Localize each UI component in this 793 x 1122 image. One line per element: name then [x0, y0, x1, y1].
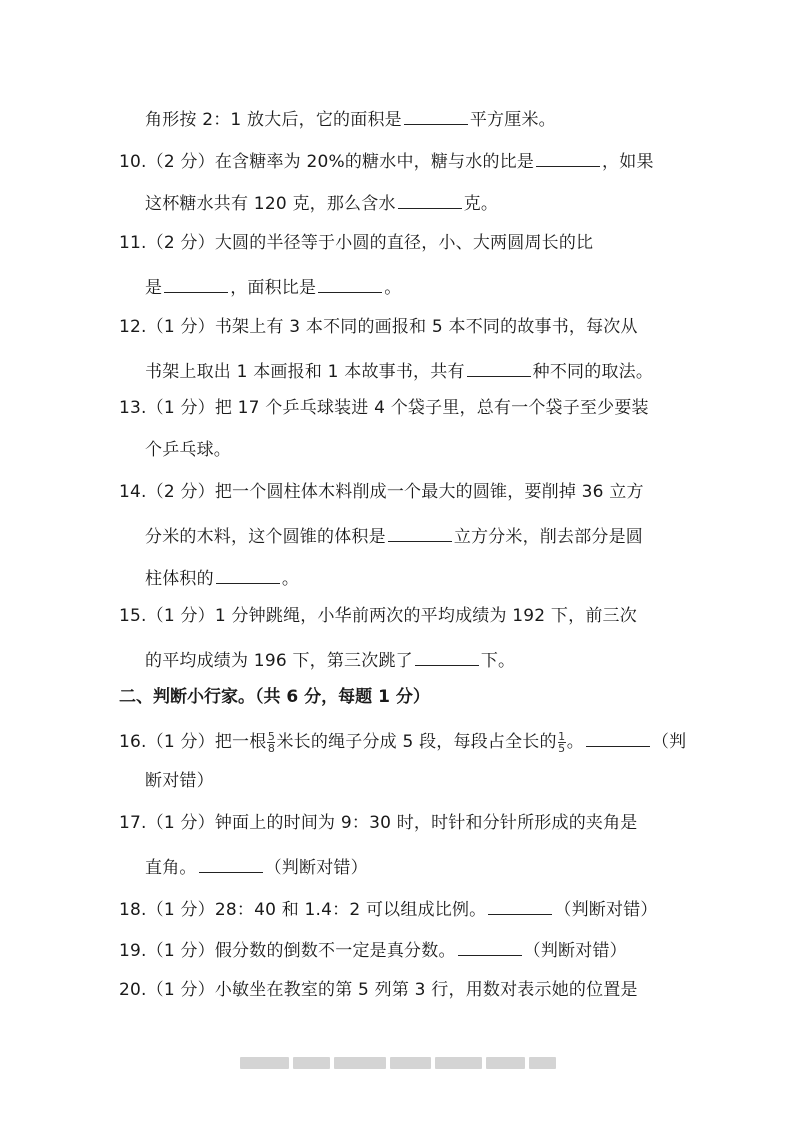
question-17-line-2: 直角。 （判断对错）: [145, 854, 368, 879]
blurred-footer: [240, 1056, 556, 1070]
answer-blank[interactable]: [536, 148, 600, 167]
question-19: 19.（1 分）假分数的倒数不一定是真分数。 （判断对错）: [119, 937, 627, 962]
section-title: 二、判断小行家。（共 6 分，每题 1 分）: [119, 687, 430, 707]
question-14-line-1: 14.（2 分）把一个圆柱体木料削成一个最大的圆锥，要削掉 36 立方: [119, 482, 644, 502]
question-11-line-1: 11.（2 分）大圆的半径等于小圆的直径，小、大两圆周长的比: [119, 233, 594, 253]
question-20-line-1: 20.（1 分）小敏坐在教室的第 5 列第 3 行，用数对表示她的位置是: [119, 980, 638, 1000]
answer-blank[interactable]: [458, 937, 522, 956]
answer-blank[interactable]: [586, 728, 650, 747]
answer-blank[interactable]: [318, 274, 382, 293]
answer-blank[interactable]: [488, 896, 552, 915]
question-15-line-2: 的平均成绩为 196 下，第三次跳了 下。: [145, 647, 515, 672]
answer-blank[interactable]: [415, 647, 479, 666]
answer-blank[interactable]: [467, 358, 531, 377]
fraction-five-eighths: $\frac{5}{8}$: [267, 729, 276, 755]
answer-blank[interactable]: [388, 523, 452, 542]
answer-blank[interactable]: [199, 854, 263, 873]
question-16-line-2: 断对错）: [145, 771, 214, 791]
question-17-line-1: 17.（1 分）钟面上的时间为 9：30 时，时针和分针所形成的夹角是: [119, 813, 638, 833]
question-15-line-1: 15.（1 分）1 分钟跳绳，小华前两次的平均成绩为 192 下，前三次: [119, 606, 637, 626]
question-13-line-2: 个乒乓球。: [145, 440, 231, 460]
question-16-line-1: 16.（1 分）把一根 $\frac{5}{8}$ 米长的绳子分成 5 段，每段占全长的 $\frac{1}{5}$ 。 （判: [119, 729, 687, 755]
question-11-line-2: 是 ，面积比是 。: [145, 274, 401, 299]
question-10-line-1: 10.（2 分）在含糖率为 20%的糖水中，糖与水的比是 ，如果: [119, 148, 654, 173]
question-10-line-2: 这杯糖水共有 120 克，那么含水 克。: [145, 190, 498, 215]
answer-blank[interactable]: [164, 274, 228, 293]
question-14-line-2: 分米的木料，这个圆锥的体积是 立方分米，削去部分是圆: [145, 523, 643, 548]
question-18: 18.（1 分）28：40 和 1.4：2 可以组成比例。 （判断对错）: [119, 896, 658, 921]
fraction-one-fifth: $\frac{1}{5}$: [558, 729, 566, 755]
question-12-line-2: 书架上取出 1 本画报和 1 本故事书，共有 种不同的取法。: [145, 358, 653, 383]
answer-blank[interactable]: [398, 190, 462, 209]
question-12-line-1: 12.（1 分）书架上有 3 本不同的画报和 5 本不同的故事书，每次从: [119, 317, 638, 337]
question-14-line-3: 柱体积的 。: [145, 565, 299, 590]
question-9-continuation: 角形按 2：1 放大后，它的面积是 平方厘米。: [145, 106, 556, 131]
answer-blank[interactable]: [404, 106, 468, 125]
question-13-line-1: 13.（1 分）把 17 个乒乓球装进 4 个袋子里，总有一个袋子至少要装: [119, 398, 649, 418]
answer-blank[interactable]: [216, 565, 280, 584]
